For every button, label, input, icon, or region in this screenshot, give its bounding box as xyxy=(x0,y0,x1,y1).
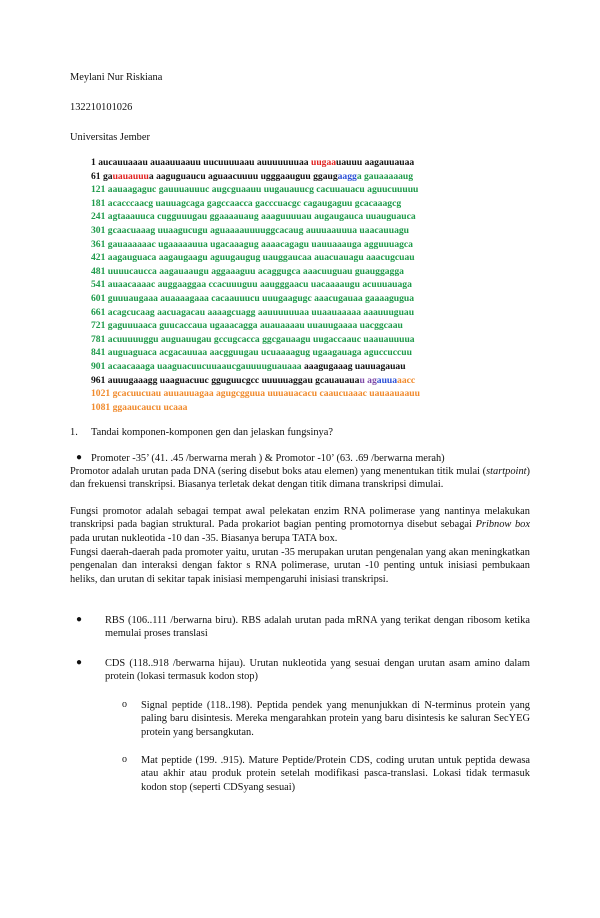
mat-peptide-item: Mat peptide (199. .915). Mature Peptide/Protein CDS, coding urutan untuk peptida dewasa atau akhir atau produk protein setelah modifikasi pasca-translasi. Lokasi tidak termasuk kodon stop (seperti CDSyang sesuai) xyxy=(141,755,530,793)
sequence-line-3: 121 aauaagaguc gauuuauuuc augcguaauu uugauauucg cacuuauacu aguucuuuuu xyxy=(91,184,419,196)
question-number: 1. xyxy=(70,427,78,438)
promoter-heading: Promoter -35’ (41. .45 /berwarna merah ) & Promotor -10’ (63. .69 /berwarna merah) xyxy=(91,453,445,464)
sequence-line-15: 841 auguaguaca acgacauuaa aacgguugau ucuaaaagug ugaagauaga aguccuccuu xyxy=(91,347,412,359)
sequence-line-5: 241 agtaaauuca cugguuugau ggaaaauaug aaaguuuuau augaugauca uuauguauca xyxy=(91,211,416,223)
paragraph-text: ) dan frekuensi transkripsi. Biasanya terletak dekat dengan titik dimana transkripsi dimulai. xyxy=(70,466,530,491)
seq-text: auua xyxy=(376,374,398,386)
rbs-item: RBS (106..111 /berwarna biru). RBS adalah urutan pada mRNA yang terikat dengan ribosom ketika memulai proses translasi xyxy=(105,615,530,640)
seq-text: aaagugaaag uauuagauau xyxy=(303,361,406,372)
sequence-line-14: 781 acuuuuuggu auguauugau gccugcacca ggcgauaagu uugaccaauc uaauauuuua xyxy=(91,333,415,345)
sequence-line-4: 181 acacccaacg uauuagcaga gagccaacca gacccuacgc cagaugaguu gcacaaagcg xyxy=(91,197,402,209)
seq-text: a aaguguaucu aguaacuuuu ugggaauguu ggaug xyxy=(148,170,338,182)
sequence-line-16 xyxy=(91,360,406,374)
university-name: Universitas Jember xyxy=(70,132,150,143)
promoter-35-highlight: uugaa xyxy=(310,157,337,168)
seq-text: u ag xyxy=(359,374,377,386)
seq-text: 61 ga xyxy=(91,170,113,182)
sequence-line-7: 361 gauaaaaaac ugaaaaauua ugacaaagug aaaacagagu uauuaaauga agguuuagca xyxy=(91,238,413,250)
sequence-line-10: 541 auaacaaaac auggaaggaa ccacuuuguu aaugggaacu uacaaaaugu acuuuauaga xyxy=(91,279,412,291)
sequence-line-12: 661 acagcucaag aacuagacau aaaagcuagg aauuuuuuaa uuaauaaaaa aaauuuguau xyxy=(91,306,415,318)
sequence-line-9: 481 uuuucaucca aagauaaugu aggaaaguu acaggugca aaacuuguau guauggagga xyxy=(91,265,404,277)
sequence-line-13: 721 gaguuuaaca guucaccaua ugaaacagga auauaaaau uuauugaaaa uacggcaau xyxy=(91,320,403,332)
sequence-line-8: 421 aagauguaca aagaugaagu aguugaugug uauggaucaa auacuauagu aaacugcuau xyxy=(91,252,415,264)
paragraph-text: pada urutan nukleotida -10 dan -35. Biasanya berupa TATA box. xyxy=(70,532,338,544)
circle-bullet-icon: o xyxy=(122,754,127,765)
sequence-line-6: 301 gcaacuaaag uuaagucugu aguaaaauuuuggcacaug auuuaauuua uaacauuagu xyxy=(91,225,410,236)
bullet-icon: ● xyxy=(76,452,83,463)
sequence-line-1 xyxy=(91,156,414,170)
signal-peptide-item: Signal peptide (118..198). Peptida pendek yang menunjukkan di N-terminus protein yang paling baru disintesis. Mereka mengarahkan protein yang baru disintesis ke saluran SecYEG protein yang bersangkutan. xyxy=(141,700,530,738)
bullet-icon: ● xyxy=(76,657,83,668)
seq-text: 961 auuugaaagg uaaguacuuc gguguucgcc uuuuuaggau gcauauaua xyxy=(91,374,360,386)
paragraph-italic: Pribnow box xyxy=(475,519,530,531)
student-id: 132210101026 xyxy=(70,102,133,113)
circle-bullet-icon: o xyxy=(122,699,127,710)
promoter-paragraph-3: Fungsi daerah-daerah pada promoter yaitu, urutan -35 merupakan urutan pengenalan yang akan meningkatkan pengenalan dan interaksi dengan faktor s RNA polimerase, urutan -10 penting untuk inisiasi pembukaan heliks, dan urutan di sekitar tapak inisiasi mempengaruhi inisiasi transkripsi. xyxy=(70,547,530,585)
cds-item: CDS (118..918 /berwarna hijau). Urutan nukleotida yang sesuai dengan urutan asam amino dalam protein (lokasi termasuk kodon stop) xyxy=(105,658,530,683)
paragraph-text: Promotor adalah urutan pada DNA (sering disebut boks atau elemen) yang menentukan titik mulai ( xyxy=(70,466,487,477)
author-name: Meylani Nur Riskiana xyxy=(70,72,163,83)
promoter-10-highlight: uauauuu xyxy=(112,170,149,182)
question-text: Tandai komponen-komponen gen dan jelaskan fungsinya? xyxy=(91,427,333,438)
paragraph-italic: startpoint xyxy=(486,466,527,477)
bullet-icon: ● xyxy=(76,614,83,625)
sequence-line-2 xyxy=(91,170,413,184)
seq-text: 901 acaacaaaga uaaguacuucuuaaucgauuuuguauaaa xyxy=(91,361,302,372)
cds-highlight: a gauaaaaaug xyxy=(356,170,414,182)
sequence-line-18: 1021 gcacuucuau auuauuagaa agugcgguua uuuauacacu caaucuaaac uauaauaauu xyxy=(91,388,420,400)
paragraph-text: Fungsi promotor adalah sebagai tempat awal pelekatan enzim RNA polimerase yang nantinya melakukan transkripsi pada bagian struktural. Pada prokariot bagian penting promotornya disebut sebagai xyxy=(70,506,530,531)
seq-text: uauuu aagauuauaa xyxy=(336,157,415,168)
seq-text: 1 aucauuaaau auaauuaauu uucuuuuaau auuuuuuuaa xyxy=(91,157,311,168)
sequence-line-11: 601 guuuaugaaa auaaaagaaa cacaauuucu uuugaagugc aaacugauaa gaaaagugua xyxy=(91,293,415,304)
promoter-paragraph-1 xyxy=(70,465,530,492)
seq-text: aacc xyxy=(397,374,416,386)
sequence-line-17 xyxy=(91,374,415,388)
rbs-highlight: aagg xyxy=(337,170,357,182)
sequence-line-19: 1081 ggaaucaucu ucaaa xyxy=(91,401,188,413)
promoter-paragraph-2 xyxy=(70,505,530,545)
